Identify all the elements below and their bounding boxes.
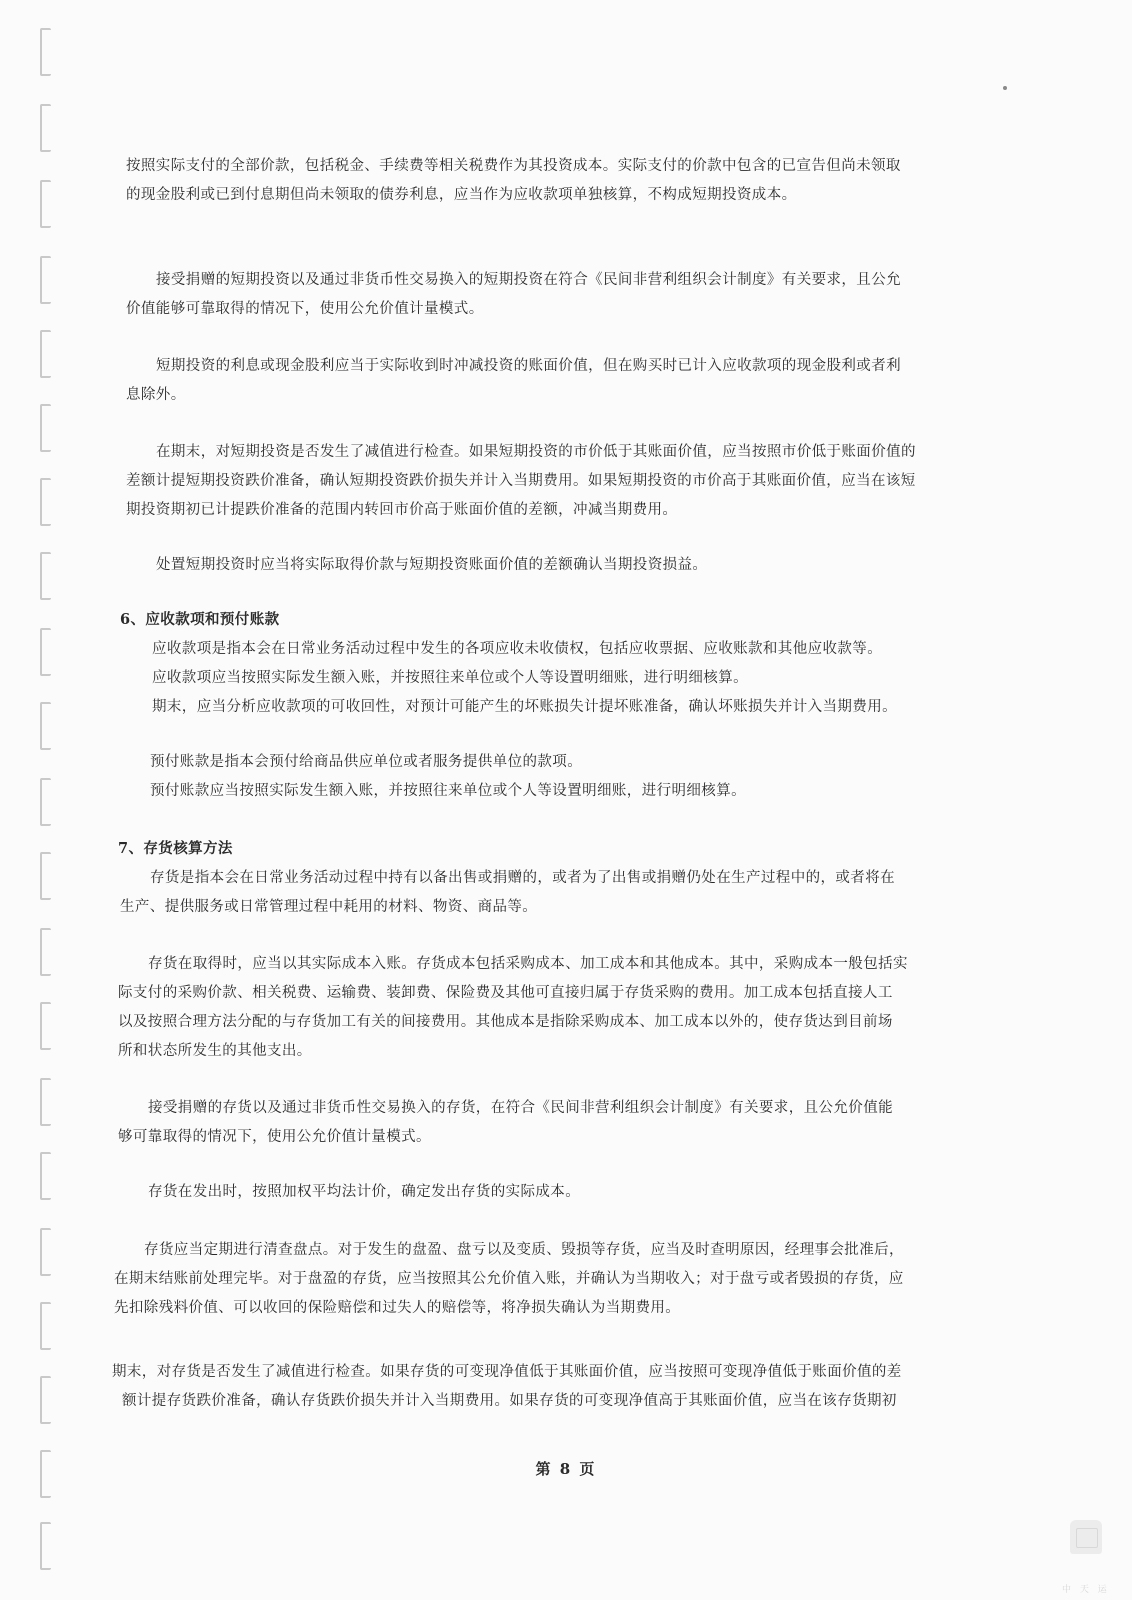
text-line: 预付账款应当按照实际发生额入账，并按照往来单位或个人等设置明细账，进行明细核算。 [150, 783, 746, 799]
text-line: 接受捐赠的存货以及通过非货币性交易换入的存货，在符合《民间非营利组织会计制度》有关要求，且公允价值能 [148, 1100, 893, 1116]
text-line: 期末，对存货是否发生了减值进行检查。如果存货的可变现净值低于其账面价值，应当按照可变现净值低于账面价值的差 [112, 1364, 902, 1380]
seal-stamp-text: 中 天 运 [1062, 1585, 1110, 1595]
text-line: 所和状态所发生的其他支出。 [118, 1043, 312, 1059]
text-line: 预付账款是指本会预付给商品供应单位或者服务提供单位的款项。 [150, 754, 583, 770]
text-line: 期投资期初已计提跌价准备的范围内转回市价高于账面价值的差额，冲减当期费用。 [126, 502, 678, 518]
paragraph-receivables [152, 635, 897, 722]
paragraph-prepayments [150, 748, 746, 806]
paragraph-interest-dividend [126, 352, 901, 410]
text-line: 存货在发出时，按照加权平均法计价，确定发出存货的实际成本。 [148, 1184, 581, 1200]
text-line: 的现金股利或已到付息期但尚未领取的债券利息，应当作为应收款项单独核算，不构成短期投资成本。 [126, 187, 797, 203]
text-line: 在期末，对短期投资是否发生了减值进行检查。如果短期投资的市价低于其账面价值，应当按照市价低于账面价值的 [156, 444, 916, 460]
text-line: 际支付的采购价款、相关税费、运输费、装卸费、保险费及其他可直接归属于存货采购的费用。加工成本包括直接人工 [118, 985, 893, 1001]
paragraph-disposal [156, 551, 707, 580]
paragraph-donated-inventory [118, 1094, 893, 1152]
paragraph-impairment-check [126, 438, 916, 525]
text-line: 差额计提短期投资跌价准备，确认短期投资跌价损失并计入当期费用。如果短期投资的市价高于其账面价值，应当在该短 [126, 473, 916, 489]
seal-stamp [1070, 1520, 1102, 1554]
paragraph-donated-investment [126, 266, 901, 324]
text-line: 应收款项应当按照实际发生额入账，并按照往来单位或个人等设置明细账，进行明细核算。 [152, 670, 748, 686]
text-line: 在期末结账前处理完毕。对于盘盈的存货，应当按照其公允价值入账，并确认为当期收入；对于盘亏或者毁损的存货，应 [114, 1271, 904, 1287]
text-line: 期末，应当分析应收款项的可收回性，对预计可能产生的坏账损失计提坏账准备，确认坏账损失并计入当期费用。 [152, 699, 897, 715]
text-line: 应收款项是指本会在日常业务活动过程中发生的各项应收未收债权，包括应收票据、应收账款和其他应收款等。 [152, 641, 883, 657]
text-line: 价值能够可靠取得的情况下，使用公允价值计量模式。 [126, 301, 484, 317]
text-line: 息除外。 [126, 387, 186, 403]
text-line: 接受捐赠的短期投资以及通过非货币性交易换入的短期投资在符合《民间非营利组织会计制度》有关要求，且公允 [156, 272, 901, 288]
text-line: 存货在取得时，应当以其实际成本入账。存货成本包括采购成本、加工成本和其他成本。其中，采购成本一般包括实 [148, 956, 908, 972]
paragraph-inventory-definition [120, 864, 895, 922]
text-line: 处置短期投资时应当将实际取得价款与短期投资账面价值的差额确认当期投资损益。 [156, 557, 708, 573]
paragraph-inventory-issue [148, 1178, 580, 1207]
text-line: 先扣除残料价值、可以收回的保险赔偿和过失人的赔偿等，将净损失确认为当期费用。 [114, 1300, 681, 1316]
section-heading-receivables: 6、应收款项和预付账款 [120, 611, 280, 628]
text-line: 生产、提供服务或日常管理过程中耗用的材料、物资、商品等。 [120, 899, 538, 915]
section-heading-inventory: 7、存货核算方法 [118, 840, 233, 857]
text-line: 额计提存货跌价准备，确认存货跌价损失并计入当期费用。如果存货的可变现净值高于其账面价值，应当在该存货期初 [122, 1393, 897, 1409]
text-line: 以及按照合理方法分配的与存货加工有关的间接费用。其他成本是指除采购成本、加工成本以外的，使存货达到目前场 [118, 1014, 893, 1030]
text-line: 存货是指本会在日常业务活动过程中持有以备出售或捐赠的，或者为了出售或捐赠仍处在生产过程中的，或者将在 [150, 870, 895, 886]
paragraph-short-investment-cost [126, 152, 901, 210]
page-number: 第 8 页 [535, 1460, 597, 1478]
text-line: 够可靠取得的情况下，使用公允价值计量模式。 [118, 1129, 431, 1145]
text-line: 按照实际支付的全部价款，包括税金、手续费等相关税费作为其投资成本。实际支付的价款中包含的已宣告但尚未领取 [126, 158, 901, 174]
text-line: 短期投资的利息或现金股利应当于实际收到时冲减投资的账面价值，但在购买时已计入应收款项的现金股利或者利 [156, 358, 901, 374]
paragraph-inventory-impairment [112, 1358, 902, 1416]
paragraph-inventory-cost [118, 950, 908, 1066]
text-line: 存货应当定期进行清查盘点。对于发生的盘盈、盘亏以及变质、毁损等存货，应当及时查明原因，经理事会批准后， [144, 1242, 904, 1258]
paragraph-inventory-count [114, 1236, 904, 1323]
